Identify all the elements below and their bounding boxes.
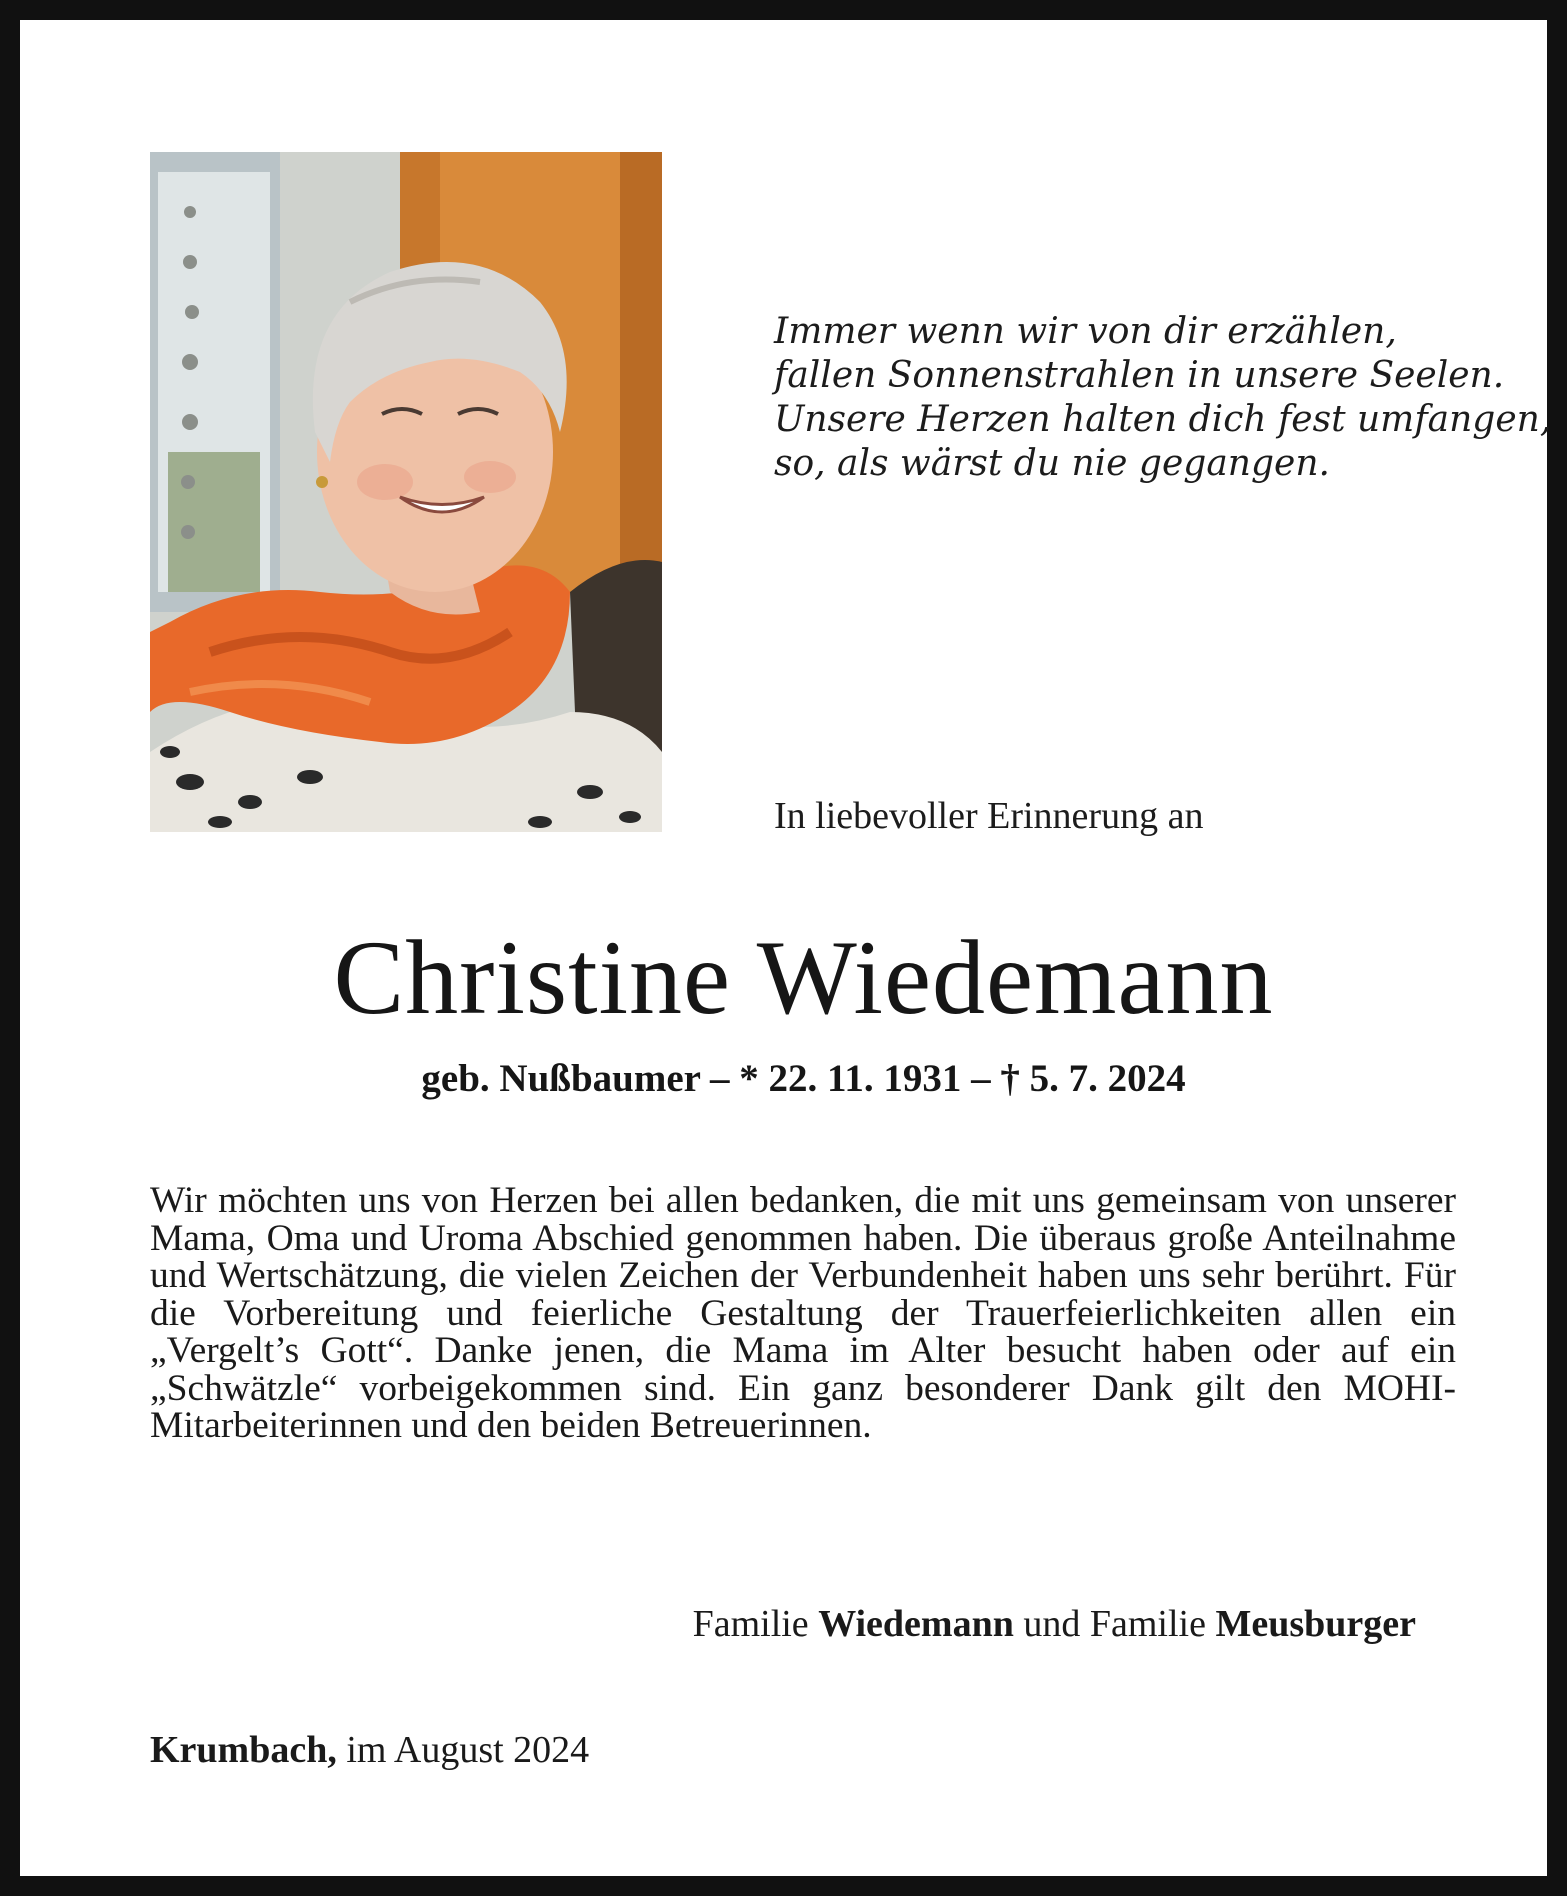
deceased-name: Christine Wiedemann (333, 919, 1274, 1036)
poem-line: Unsere Herzen halten dich fest umfangen, (774, 399, 1552, 440)
family-name-meusburger: Meusburger (1215, 1603, 1416, 1645)
birth-death-details: geb. Nußbaumer – * 22. 11. 1931 – † 5. 7. 2024 (421, 1057, 1186, 1100)
portrait-photo (150, 152, 662, 832)
signature-middle: und Familie (1013, 1603, 1216, 1645)
date-text: im August 2024 (336, 1729, 590, 1771)
place-name: Krumbach, (150, 1729, 337, 1771)
memory-intro: In liebevoller Erinnerung an (774, 795, 1204, 837)
family-name-wiedemann: Wiedemann (818, 1603, 1014, 1645)
family-signature (693, 1602, 1416, 1646)
poem-line: so, als wärst du nie gegangen. (774, 443, 1330, 484)
place-date-line (150, 1728, 589, 1772)
poem-line: Immer wenn wir von dir erzählen, (774, 311, 1397, 352)
signature-prefix: Familie (692, 1603, 819, 1645)
memorial-poem (774, 310, 1552, 486)
poem-line: fallen Sonnenstrahlen in unsere Seelen. (774, 355, 1505, 396)
thanks-paragraph: Wir möchten uns von Herzen bei allen bedanken, die mit uns gemeinsam von unserer Mama, Oma und Uroma Abschied genommen haben. Die überaus große Anteilnahme und Wertschätzung, die vielen Zeichen der Verbundenheit haben uns sehr berührt. Für die Vorbereitung und feierliche Gestaltung der Trauerfeierlichkeiten allen ein „Vergelt’s Gott“. Danke jenen, die Mama im Alter besucht haben oder auf ein „Schwätzle“ vorbeigekommen sind. Ein ganz besonderer Dank gilt den MOHI-Mitarbeiterinnen und den beiden Betreuerinnen. (150, 1180, 1456, 1446)
